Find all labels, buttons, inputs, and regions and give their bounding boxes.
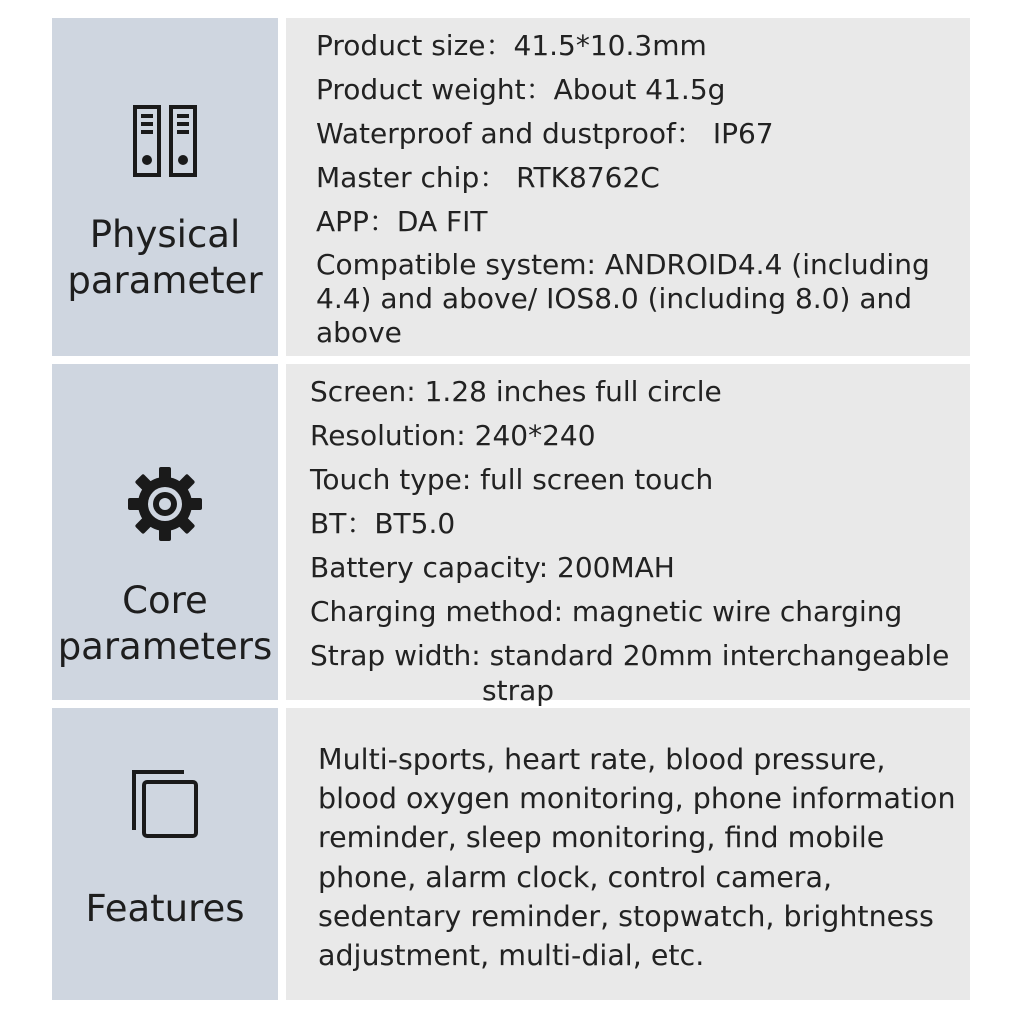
strap-value-continued: strap [482,674,555,707]
spec-bt: BT：BT5.0 [310,507,456,540]
physical-parameter-label-cell [52,18,278,356]
spec-product-size: Product size：41.5*10.3mm [316,29,707,62]
features-label-cell [52,708,278,1000]
core-spec-list [310,370,960,708]
spec-charging: Charging method: magnetic wire charging [310,595,903,628]
spec-touch-type: Touch type: full screen touch [310,463,714,496]
spec-app: APP：DA FIT [316,205,488,238]
physical-spec-list [316,24,956,350]
features-description: Multi-sports, heart rate, blood pressure, blood oxygen monitoring, phone information reminder, sleep monitoring, find mobile phone, alarm clock, control camera, sedentary reminder, stopwatch, brightness adjustment, multi-dial, etc. [318,743,956,973]
core-parameters-content-cell [286,364,970,707]
spec-battery: Battery capacity: 200MAH [310,551,675,584]
spec-product-weight: Product weight：About 41.5g [316,73,726,106]
strap-value: standard 20mm interchangeable [489,639,950,672]
strap-label: Strap width: [310,639,481,672]
spec-master-chip: Master chip： RTK8762C [316,161,660,194]
section-title-core: Core parameters [57,579,273,668]
binders-icon [52,104,278,178]
gear-icon [52,466,278,542]
features-content-cell [286,708,970,1000]
spec-waterproof: Waterproof and dustproof： IP67 [316,117,774,150]
copy-pages-icon [52,768,278,840]
spec-strap-width [310,634,960,708]
section-title-physical: Physical parameter [67,213,263,302]
spec-compatible-system: Compatible system: ANDROID4.4 (including 4.4) and above/ IOS8.0 (including 8.0) and above [316,248,930,349]
spec-screen: Screen: 1.28 inches full circle [310,375,722,408]
section-title-features: Features [85,887,245,930]
core-parameters-label-cell [52,364,278,700]
physical-parameter-content-cell [286,18,970,356]
spec-resolution: Resolution: 240*240 [310,419,596,452]
